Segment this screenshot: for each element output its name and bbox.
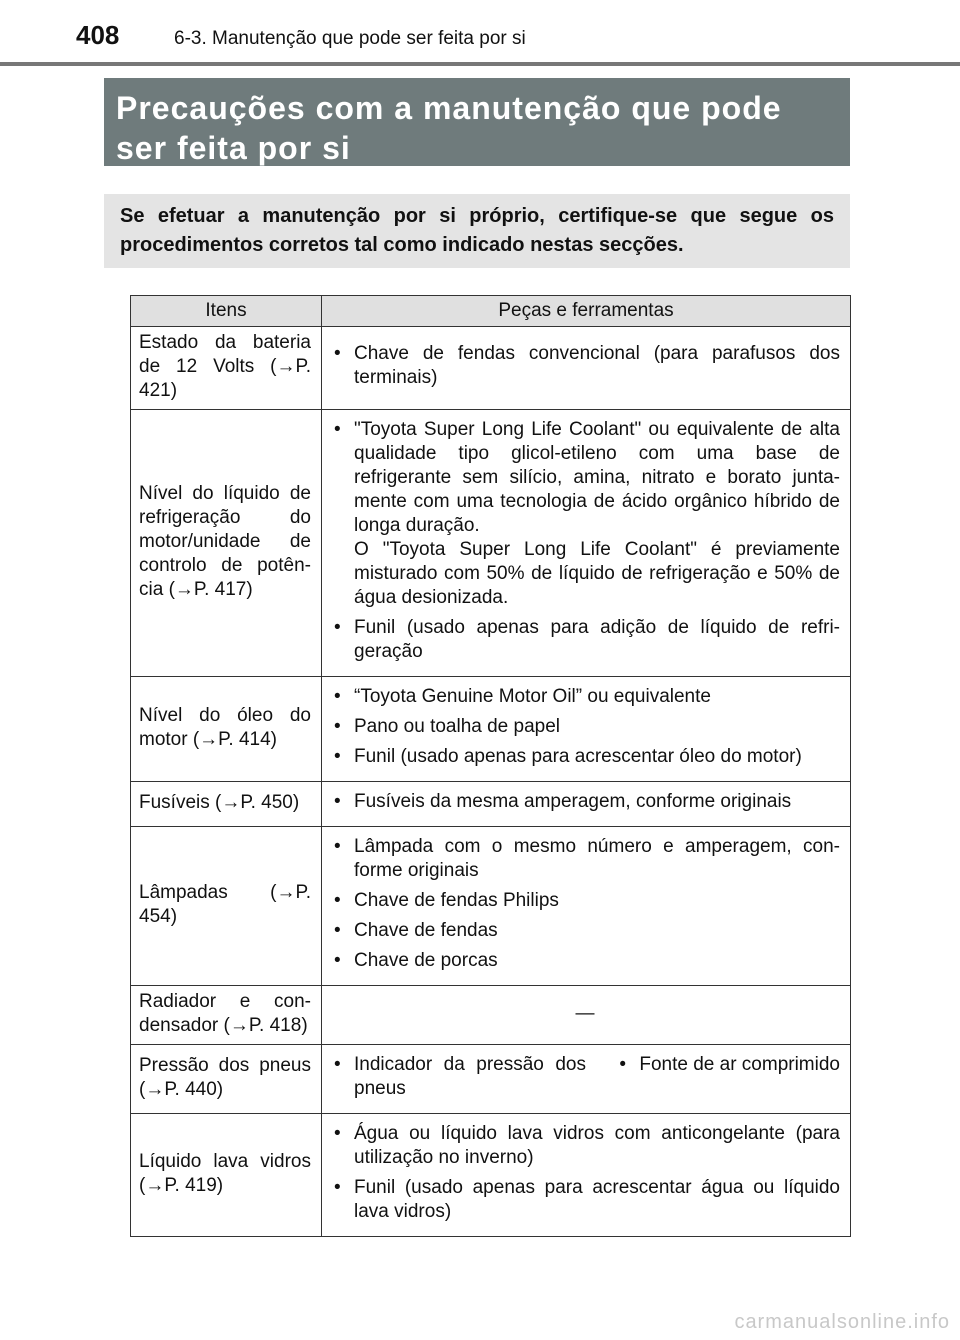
column-header: Itens	[131, 296, 322, 327]
item-cell: Líquido lava vidros (→P. 419)	[131, 1114, 322, 1237]
list-item-note: O "Toyota Super Long Life Coolant" é previamente misturado com 50% de líquido de refrigeração e 50% de água desionizada.	[354, 539, 840, 608]
list-item: • Chave de fendas Philips	[330, 889, 840, 913]
header-rule	[0, 62, 960, 66]
item-cell: Radiador e con-densador (→P. 418)	[131, 986, 322, 1045]
table-row	[131, 1114, 851, 1237]
list-item: • Água ou líquido lava vidros com anticongelante (para utilização no inverno)	[330, 1122, 840, 1170]
column-header: Peças e ferramentas	[322, 296, 851, 327]
parts-cell	[322, 1114, 851, 1237]
list-item: • Chave de fendas convencional (para parafusos dos terminais)	[330, 342, 840, 390]
item-cell: Estado da bateria de 12 Volts (→P. 421)	[131, 327, 322, 410]
table-row	[131, 986, 851, 1045]
parts-cell	[322, 782, 851, 827]
list-item: • Chave de fendas	[330, 919, 840, 943]
list-item: • Indicador da pressão dos pneus	[330, 1053, 586, 1101]
section-heading: 6-3. Manutenção que pode ser feita por si	[174, 28, 526, 49]
empty-dash: —	[322, 986, 851, 1045]
list-item: • Fonte de ar comprimido	[615, 1053, 840, 1101]
table-row	[131, 410, 851, 677]
table-row	[131, 677, 851, 782]
item-cell: Nível do líquido de refrigeração do motor/unidade de controlo de potên-cia (→P. 417)	[131, 410, 322, 677]
list-item: • Funil (usado apenas para acrescentar óleo do motor)	[330, 745, 840, 769]
intro-box: Se efetuar a manutenção por si próprio, certifique-se que segue os procedimentos corretos tal como indicado nestas secções.	[104, 194, 850, 268]
item-cell: Pressão dos pneus (→P. 440)	[131, 1045, 322, 1114]
parts-cell	[322, 327, 851, 410]
page-number: 408	[76, 20, 120, 50]
parts-cell	[322, 1045, 851, 1114]
item-cell: Lâmpadas (→P. 454)	[131, 827, 322, 986]
list-item-text: "Toyota Super Long Life Coolant" ou equivalente de alta qualidade tipo glicol-etileno com uma base de refrigerante sem silício, amina, nitrato e borato junta-mente com uma tecnologia de ácido orgânico híbrido de longa duração.	[354, 419, 840, 536]
list-item: • Funil (usado apenas para adição de líquido de refri-geração	[330, 616, 840, 664]
watermark: carmanualsonline.info	[734, 1311, 950, 1333]
item-cell: Fusíveis (→P. 450)	[131, 782, 322, 827]
list-item: • Funil (usado apenas para acrescentar água ou líquido lava vidros)	[330, 1176, 840, 1224]
item-cell: Nível do óleo do motor (→P. 414)	[131, 677, 322, 782]
table-row	[131, 327, 851, 410]
list-item: • “Toyota Genuine Motor Oil” ou equivalente	[330, 685, 840, 709]
list-item: • Lâmpada com o mesmo número e amperagem, con-forme originais	[330, 835, 840, 883]
parts-cell	[322, 677, 851, 782]
table-row	[131, 1045, 851, 1114]
list-item: • Fusíveis da mesma amperagem, conforme originais	[330, 790, 840, 814]
table-header-row	[131, 296, 851, 327]
maintenance-table	[130, 295, 851, 1237]
list-item	[330, 418, 840, 610]
parts-cell	[322, 827, 851, 986]
parts-cell	[322, 410, 851, 677]
page-title: Precauções com a manutenção que pode ser feita por si	[104, 78, 850, 166]
list-item: • Pano ou toalha de papel	[330, 715, 840, 739]
table-row	[131, 782, 851, 827]
table-row	[131, 827, 851, 986]
list-item: • Chave de porcas	[330, 949, 840, 973]
